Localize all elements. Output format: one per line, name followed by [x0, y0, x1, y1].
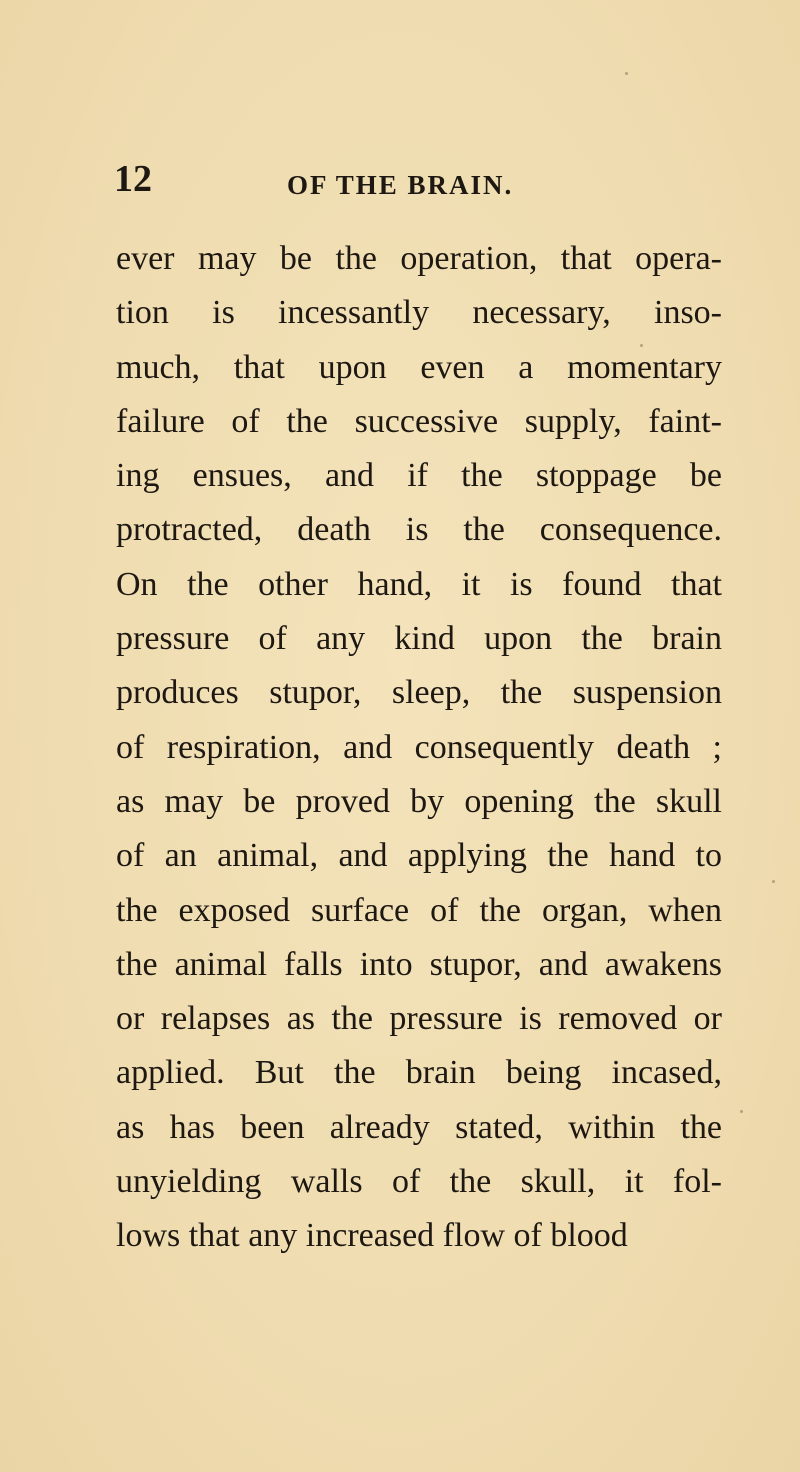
paper-speck [772, 880, 775, 883]
text-line: much, that upon even a momentary [116, 348, 722, 386]
text-line: of respiration, and consequently death ; [116, 728, 722, 766]
text-line: the animal falls into stupor, and awakens [116, 945, 722, 983]
page-number: 12 [114, 158, 152, 200]
text-line: tion is incessantly necessary, inso- [116, 294, 722, 332]
text-line: protracted, death is the consequence. [116, 511, 722, 549]
text-line: of an animal, and applying the hand to [116, 837, 722, 875]
text-line: lows that any increased flow of blood [116, 1217, 628, 1255]
text-line: pressure of any kind upon the brain [116, 620, 722, 658]
text-line: as may be proved by opening the skull [116, 782, 722, 820]
text-line: ever may be the operation, that opera- [116, 240, 722, 277]
text-line: ing ensues, and if the stoppage be [116, 457, 722, 495]
text-line: as has been already stated, within the [116, 1108, 722, 1146]
paper-speck [740, 1110, 743, 1113]
text-line: failure of the successive supply, faint- [116, 402, 722, 440]
text-line: unyielding walls of the skull, it fol- [116, 1163, 722, 1201]
text-line: produces stupor, sleep, the suspension [116, 674, 722, 712]
body-text [116, 232, 722, 1264]
text-line: On the other hand, it is found that [116, 565, 722, 603]
text-line: or relapses as the pressure is removed or [116, 1000, 722, 1038]
text-line: the exposed surface of the organ, when [116, 891, 722, 929]
paper-speck [640, 344, 643, 347]
paper-speck [625, 72, 628, 75]
running-head: OF THE BRAIN. [287, 170, 514, 200]
text-line: applied. But the brain being incased, [116, 1054, 722, 1092]
